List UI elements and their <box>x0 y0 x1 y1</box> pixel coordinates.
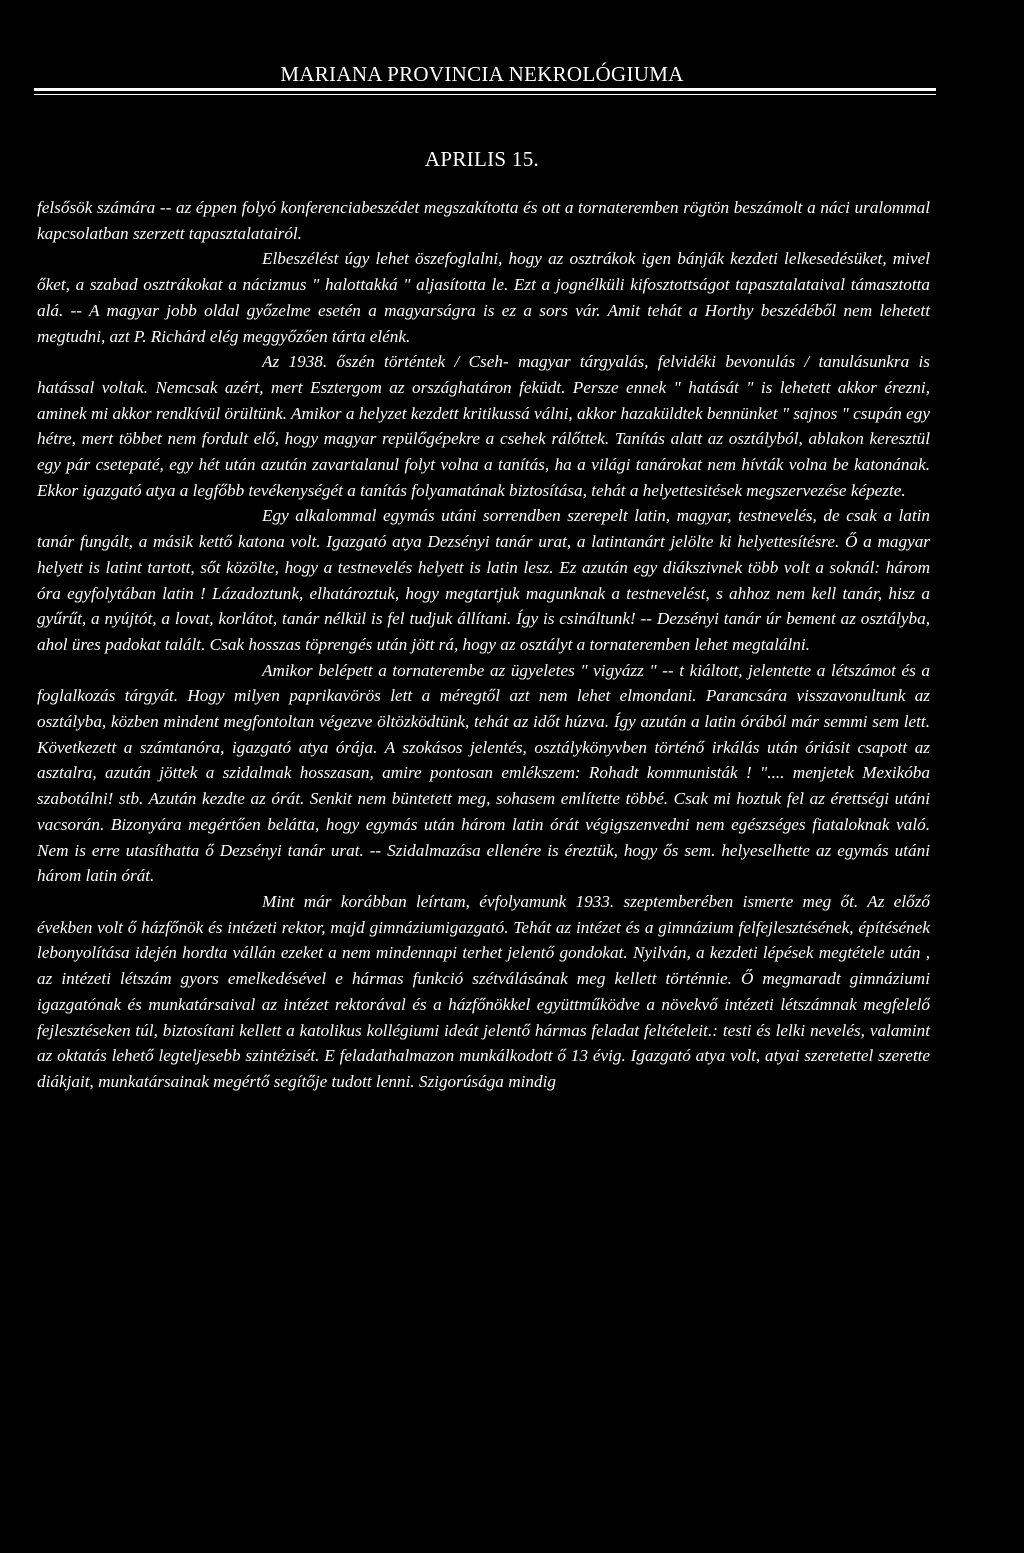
paragraph-2: Elbeszélést úgy lehet öszefoglalni, hogy az osztrákok igen bánják kezdeti lelkesedésüket, mivel őket, a szabad osztrákokat a nácizmus " halottakká " aljasította le. Ezt a jognélküli kifosztottságot tapasztalataival támasztotta alá. -- A magyar jobb oldal győzelme esetén a magyarságra is ez a sors vár. Amit tehát a Horthy beszédéből nem lehetett megtudni, azt P. Richárd elég meggyőzően tárta elénk. <box>37 249 930 346</box>
date-heading: APRILIS 15. <box>424 147 540 171</box>
paragraph-1: felsősök számára -- az éppen folyó konferenciabeszédet megszakította és ott a tornateremben rögtön beszámolt a náci uralommal kapcsolatban szerzett tapasztalatairól. <box>37 198 930 243</box>
paragraph-4: Egy alkalommal egymás utáni sorrendben szerepelt latin, magyar, testnevelés, de csak a latin tanár fungált, a másik kettő katona volt. Igazgató atya Dezsényi tanár urat, a latintanárt jelölte ki helyettesítésre. Ő a magyar helyett is latint tartott, sőt közölte, hogy a testnevelés helyett is latin lesz. Ez azután egy diákszivnek több volt a soknál: három óra egyfolytában latin ! Lázadoztunk, elhatároztuk, hogy megtartjuk magunknak a testnevelést, s ahhoz nem kell tanár, hisz a gyűrűt, a nyújtót, a lovat, korlátot, tanár nélkül is fel tudjuk állítani. Így is csináltunk! -- Dezsényi tanár úr bement az osztályba, ahol üres padokat talált. Csak hosszas töprengés után jött rá, hogy az osztályt a tornateremben lehet megtalálni. <box>37 506 930 654</box>
header-title: MARIANA PROVINCIA NEKROLÓGIUMA <box>280 62 684 86</box>
paragraph-6: Mint már korábban leírtam, évfolyamunk 1933. szeptemberében ismerte meg őt. Az előző években volt ő házfőnök és intézeti rektor, majd gimnáziumigazgató. Tehát az intézet és a gimnázium felfejlesztésének, építésének lebonyolítása idején hordta vállán ezeket a nem mindennapi terhet jelentő gondokat. Nyilván, a kezdeti lépések megtétele után , az intézeti létszám gyors emelkedésével e hármas funkció szétválásának meg kellett történnie. Ő megmaradt gimnáziumi igazgatónak és munkatársaival az intézet rektorával és a házfőnökkel együttműködve a növekvő intézeti létszámnak megfelelő fejlesztéseken túl, biztosítani kellett a katolikus kollégiumi ideát jelentő hármas feladat feltételeit.: testi és lelki nevelés, valamint az oktatás lehető legteljesebb szintézisét. E feladathalmazon munkálkodott ő 13 évig. Igazgató atya volt, atyai szeretettel szerette diákjait, munkatársainak megértő segítője tudott lenni. Szigorúsága mindig <box>37 891 930 1091</box>
paragraph-5: Amikor belépett a tornaterembe az ügyeletes " vigyázz " -- t kiáltott, jelentette a létszámot és a foglalkozás tárgyát. Hogy milyen paprikavörös lett a méregtől azt nem lehet elmondani. Parancsára visszavonultunk az osztályba, közben mindent megfontoltan végezve öltözködtünk, tehát az időt húzva. Így azután a latin órából már semmi sem lett. Következett a számtanóra, igazgató atya órája. A szokásos jelentés, osztálykönyvben történő irkálás után óriásit csapott az asztalra, azután jöttek a szidalmak hosszasan, amire pontosan emlékszem: Rohadt kommunisták ! ".... menjetek Mexikóba szabotálni! stb. Azután kezdte az órát. Senkit nem büntetett meg, sohasem említette többé. Csak mi hoztuk fel az érettségi utáni vacsorán. Bizonyára megértően belátta, hogy egymás után három latin órát végigszenvedni nem egészséges fiataloknak való. Nem is erre utasíthatta ő Dezsényi tanár urat. -- Szidalmazása ellenére is éreztük, hogy ős sem. helyeselhette az egymás utáni három latin órát. <box>37 660 930 886</box>
text-body <box>37 195 930 1095</box>
paragraph-3: Az 1938. őszén történtek / Cseh- magyar tárgyalás, felvidéki bevonulás / tanulásunkra is hatással voltak. Nemcsak azért, mert Esztergom az országhatáron feküdt. Persze ennek " hatását " is lehetett akkor érezni, aminek mi akkor rendkívül örültünk. Amikor a helyzet kezdett kritikussá válni, akkor hazaküldtek bennünket " sajnos " csupán egy hétre, mert többet nem fordult elő, hogy magyar repülőgépekre a csehek rálőttek. Tanítás alatt az osztályból, ablakon keresztül egy pár csetepaté, egy hét után azután zavartalanul folyt volna a tanítás, ha a világi tanárokat nem hívták volna be katonának. Ekkor igazgató atya a legfőbb tevékenységét a tanítás folyamatának biztosítása, tehát a helyettesitések megszervezése képezte. <box>37 352 930 500</box>
header-rule-thick <box>34 88 936 91</box>
header-rule-thin <box>34 94 936 95</box>
